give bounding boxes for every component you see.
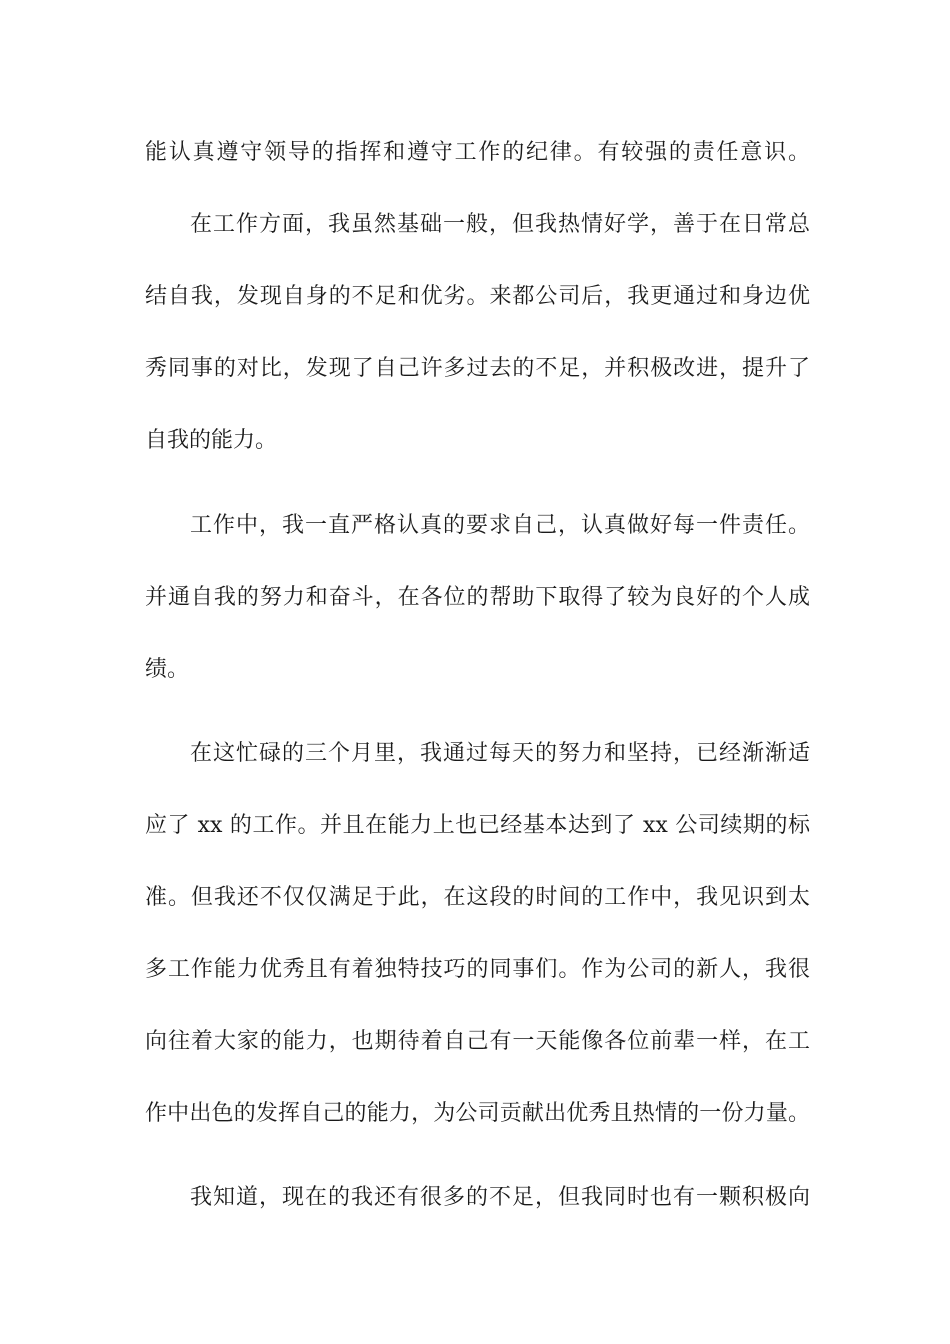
text-line: 结自我，发现自身的不足和优劣。来都公司后，我更通过和身边优 — [145, 284, 810, 309]
text-line: 能认真遵守领导的指挥和遵守工作的纪律。有较强的责任意识。 — [145, 140, 810, 165]
text-line: 绩。 — [145, 657, 190, 682]
paragraph-first-line: 在工作方面，我虽然基础一般，但我热情好学，善于在日常总 — [190, 212, 810, 237]
text-line: 作中出色的发挥自己的能力，为公司贡献出优秀且热情的一份力量。 — [145, 1101, 810, 1126]
paragraph-first-line: 工作中，我一直严格认真的要求自己，认真做好每一件责任。 — [190, 513, 810, 538]
text-line: 准。但我还不仅仅满足于此，在这段的时间的工作中，我见识到太 — [145, 885, 810, 910]
text-line: 秀同事的对比，发现了自己许多过去的不足，并积极改进，提升了 — [145, 356, 810, 381]
paragraph-first-line: 在这忙碌的三个月里，我通过每天的努力和坚持，已经渐渐适 — [190, 741, 810, 766]
text-line: 应了 xx 的工作。并且在能力上也已经基本达到了 xx 公司续期的标 — [145, 813, 810, 838]
text-line: 并通自我的努力和奋斗，在各位的帮助下取得了较为良好的个人成 — [145, 585, 810, 610]
text-line: 向往着大家的能力，也期待着自己有一天能像各位前辈一样，在工 — [145, 1029, 810, 1054]
text-line: 自我的能力。 — [145, 428, 278, 453]
text-line: 多工作能力优秀且有着独特技巧的同事们。作为公司的新人，我很 — [145, 957, 810, 982]
paragraph-first-line: 我知道，现在的我还有很多的不足，但我同时也有一颗积极向 — [190, 1185, 810, 1210]
